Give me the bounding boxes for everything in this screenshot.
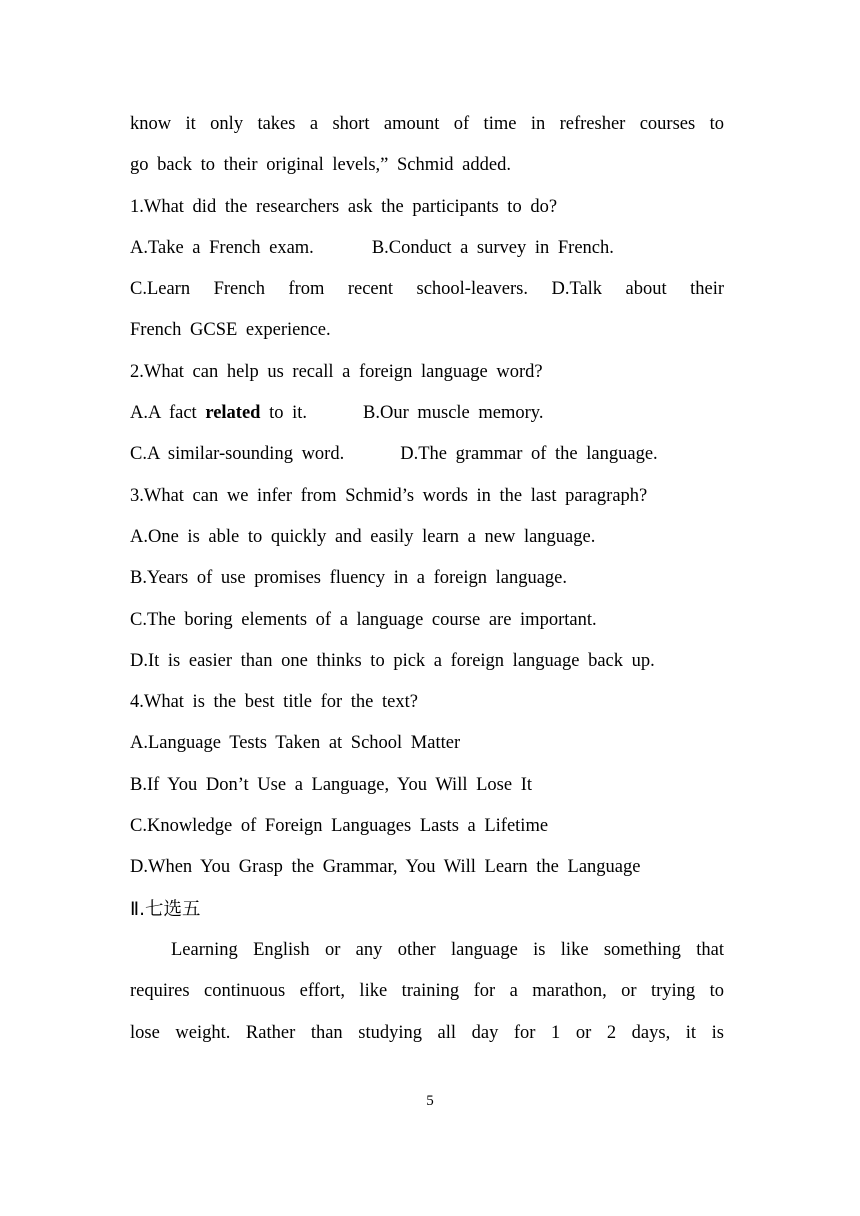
question-1-stem: 1.What did the researchers ask the participants to do?	[130, 196, 558, 217]
paragraph-line: know it only takes a short amount of time in refresher courses to	[130, 114, 724, 134]
option-a: A.Language Tests Taken at School Matter	[130, 733, 461, 754]
option-b: B.Conduct a survey in French.	[371, 237, 614, 258]
option-a	[130, 403, 307, 423]
page-number: 5	[426, 1093, 434, 1109]
option-d: D.Talk about their	[551, 279, 724, 300]
option-a-text: to it.	[260, 403, 307, 424]
section-heading: Ⅱ.七选五	[130, 898, 201, 920]
option-d-continued: French GCSE experience.	[130, 320, 331, 341]
option-d: D.When You Grasp the Grammar, You Will Learn the Language	[130, 857, 641, 878]
option-c: C.Learn French from recent school-leavers.	[130, 279, 528, 300]
option-d: D.It is easier than one thinks to pick a foreign language back up.	[130, 650, 655, 671]
option-a-text: A.A fact	[130, 403, 206, 424]
question-4-stem: 4.What is the best title for the text?	[130, 692, 418, 713]
option-b: B.Our muscle memory.	[363, 403, 544, 424]
option-b: B.Years of use promises fluency in a foreign language.	[130, 568, 568, 589]
option-c: C.Knowledge of Foreign Languages Lasts a Lifetime	[130, 816, 549, 837]
paragraph-line: go back to their original levels,” Schmid added.	[130, 155, 511, 176]
bold-word: related	[205, 403, 261, 424]
document-body	[130, 104, 724, 1054]
question-1-options-ab	[130, 228, 724, 269]
option-a: A.One is able to quickly and easily learn a new language.	[130, 526, 596, 547]
passage-line: lose weight. Rather than studying all day for 1 or 2 days, it is	[130, 1022, 724, 1043]
passage-line: requires continuous effort, like training for a marathon, or trying to	[130, 981, 724, 1002]
passage-line: Learning English or any other language is like something that	[171, 939, 724, 960]
option-a: A.Take a French exam.	[130, 237, 314, 258]
option-c: C.A similar-sounding word.	[130, 444, 345, 465]
question-2-options-ab	[130, 393, 724, 434]
question-3-stem: 3.What can we infer from Schmid’s words in the last paragraph?	[130, 485, 648, 506]
question-2-options-cd	[130, 434, 724, 475]
question-1-options-cd	[130, 269, 724, 310]
option-b: B.If You Don’t Use a Language, You Will Lose It	[130, 774, 532, 795]
option-d: D.The grammar of the language.	[400, 444, 658, 465]
option-c: C.The boring elements of a language course are important.	[130, 609, 597, 630]
question-2-stem: 2.What can help us recall a foreign language word?	[130, 361, 543, 382]
